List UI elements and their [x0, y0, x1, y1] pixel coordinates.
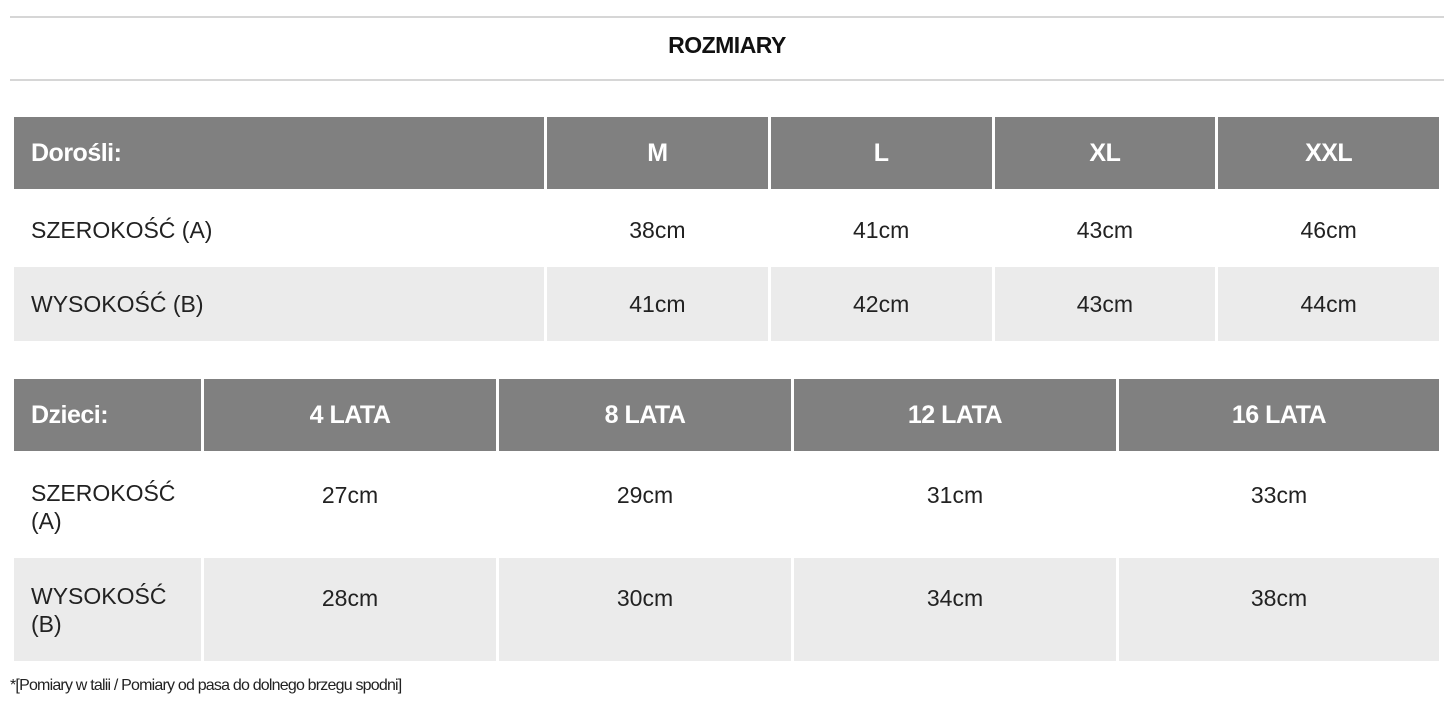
adult-size-table — [11, 117, 1442, 341]
top-divider — [10, 16, 1444, 18]
table-cell: 34cm — [794, 558, 1116, 661]
table-cell: 38cm — [629, 216, 686, 243]
row-label-width: SZEROKOŚĆ (A) — [31, 216, 213, 243]
table-header-row — [14, 379, 1439, 455]
table-cell: 41cm — [853, 216, 910, 243]
table-cell: 46cm — [1300, 216, 1357, 243]
table-cell: 38cm — [1119, 558, 1439, 661]
size-header-m: M — [547, 117, 768, 193]
table-cell: 28cm — [204, 558, 496, 661]
size-header-xxl: XXL — [1218, 117, 1439, 193]
table-cell: 31cm — [926, 482, 984, 508]
table-cell: 43cm — [995, 267, 1216, 341]
row-label-height: WYSOKOŚĆ (B) — [14, 558, 201, 661]
page-title: ROZMIARY — [668, 32, 786, 58]
size-header-12-lata: 12 LATA — [794, 379, 1116, 455]
adult-header-label: Dorośli: — [14, 117, 544, 193]
measurement-footnote: *[Pomiary w talii / Pomiary od pasa do dolnego brzegu spodni] — [10, 677, 402, 694]
table-cell: 43cm — [1076, 216, 1133, 243]
table-cell: 42cm — [771, 267, 992, 341]
table-row — [14, 455, 1439, 558]
table-row — [14, 267, 1439, 341]
row-label-height: WYSOKOŚĆ (B) — [14, 267, 544, 341]
size-header-l: L — [771, 117, 992, 193]
table-cell: 30cm — [499, 558, 791, 661]
row-label-width: SZEROKOŚĆ (A) — [31, 480, 176, 534]
table-header-row — [14, 117, 1439, 193]
size-header-4-lata: 4 LATA — [204, 379, 496, 455]
size-header-16-lata: 16 LATA — [1119, 379, 1439, 455]
size-header-8-lata: 8 LATA — [499, 379, 791, 455]
table-cell: 41cm — [547, 267, 768, 341]
table-cell: 27cm — [321, 482, 379, 508]
kids-header-label: Dzieci: — [14, 379, 201, 455]
table-row — [14, 558, 1439, 661]
table-cell: 29cm — [616, 482, 674, 508]
kids-size-table — [11, 379, 1442, 661]
size-header-xl: XL — [995, 117, 1216, 193]
table-cell: 33cm — [1250, 482, 1308, 508]
title-divider — [10, 79, 1444, 81]
table-row — [14, 193, 1439, 267]
table-cell: 44cm — [1218, 267, 1439, 341]
